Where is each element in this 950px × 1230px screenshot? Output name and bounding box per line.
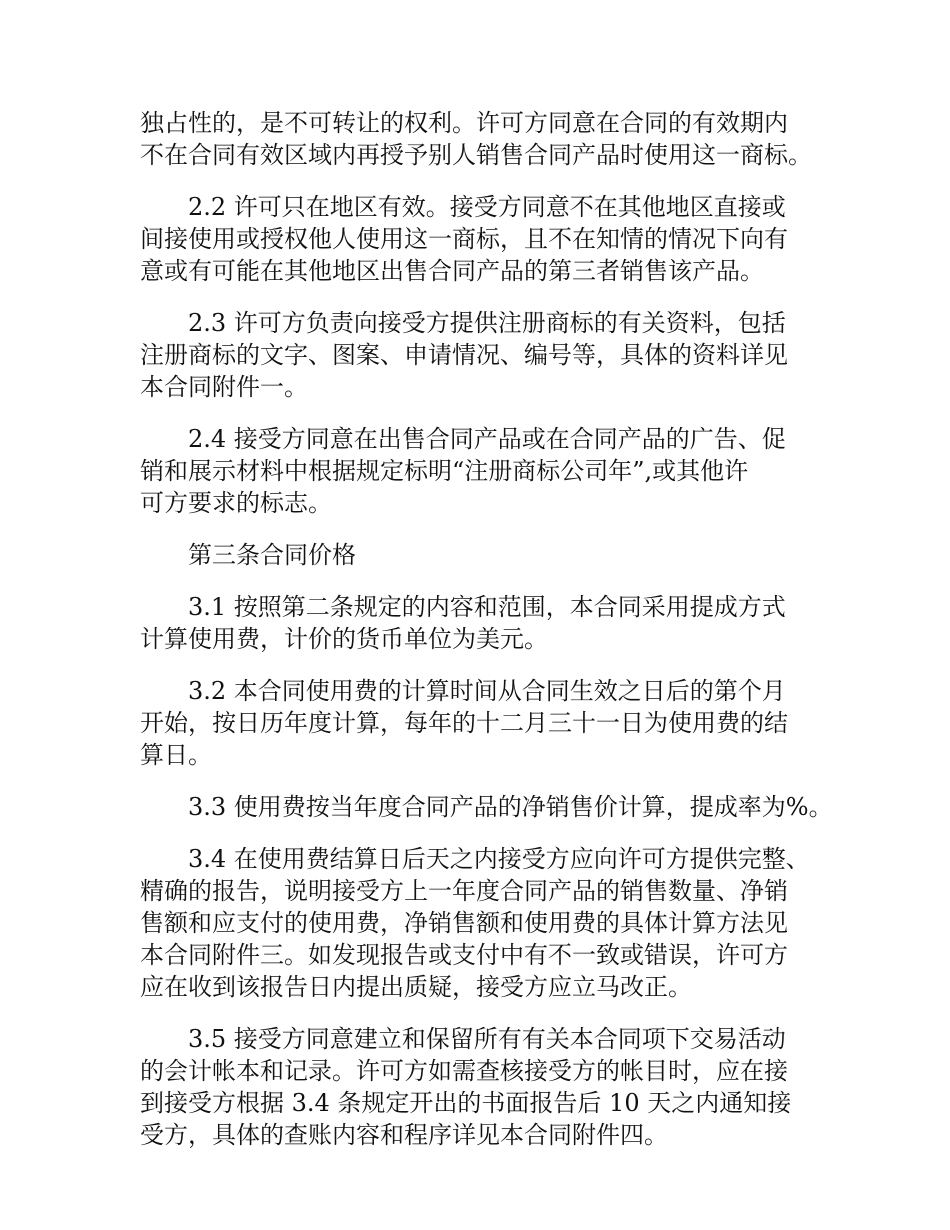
paragraph-line: 受方，具体的查账内容和程序详见本合同附件四。 [140, 1121, 668, 1149]
paragraph-line: 可方要求的标志。 [140, 489, 332, 517]
paragraph-clause-3-4 [140, 843, 840, 1003]
paragraph-line: 独占性的，是不可转让的权利。许可方同意在合同的有效期内 [140, 109, 788, 137]
section-heading-text: 第三条合同价格 [188, 541, 356, 569]
paragraph-exclusive-rights [140, 107, 840, 171]
paragraph-line: 应在收到该报告日内提出质疑，接受方应立马改正。 [140, 973, 692, 1001]
paragraph-clause-3-1 [140, 591, 840, 655]
section-heading-article-3 [140, 539, 840, 571]
paragraph-clause-2-4 [140, 423, 840, 519]
paragraph-clause-2-2 [140, 191, 840, 287]
paragraph-line: 3.2 本合同使用费的计算时间从合同生效之日后的第个月 [188, 677, 786, 705]
paragraph-line: 的会计帐本和记录。许可方如需查核接受方的帐目时，应在接 [140, 1057, 788, 1085]
document-body [140, 107, 840, 1171]
paragraph-line: 售额和应支付的使用费，净销售额和使用费的具体计算方法见 [140, 909, 788, 937]
paragraph-line: 3.1 按照第二条规定的内容和范围，本合同采用提成方式 [188, 593, 786, 621]
paragraph-line: 精确的报告，说明接受方上一年度合同产品的销售数量、净销 [140, 877, 788, 905]
paragraph-line: 本合同附件三。如发现报告或支付中有不一致或错误，许可方 [140, 941, 788, 969]
paragraph-clause-3-3 [140, 791, 840, 823]
paragraph-line: 3.4 在使用费结算日后天之内接受方应向许可方提供完整、 [188, 845, 810, 873]
paragraph-line: 3.5 接受方同意建立和保留所有有关本合同项下交易活动 [188, 1025, 786, 1053]
paragraph-line: 不在合同有效区域内再授予别人销售合同产品时使用这一商标。 [140, 141, 812, 169]
paragraph-line: 到接受方根据 3.4 条规定开出的书面报告后 10 天之内通知接 [140, 1089, 792, 1117]
paragraph-line: 2.3 许可方负责向接受方提供注册商标的有关资料，包括 [188, 309, 786, 337]
paragraph-line: 开始，按日历年度计算，每年的十二月三十一日为使用费的结 [140, 709, 788, 737]
paragraph-line: 间接使用或授权他人使用这一商标，且不在知情的情况下向有 [140, 225, 788, 253]
paragraph-line: 计算使用费，计价的货币单位为美元。 [140, 625, 548, 653]
paragraph-line: 注册商标的文字、图案、申请情况、编号等，具体的资料详见 [140, 341, 788, 369]
paragraph-line: 销和展示材料中根据规定标明“注册商标公司年”,或其他许 [140, 457, 749, 485]
paragraph-line: 算日。 [140, 741, 212, 769]
paragraph-line: 2.4 接受方同意在出售合同产品或在合同产品的广告、促 [188, 425, 786, 453]
paragraph-line: 3.3 使用费按当年度合同产品的净销售价计算，提成率为%。 [188, 793, 833, 821]
paragraph-clause-3-2 [140, 675, 840, 771]
paragraph-line: 意或有可能在其他地区出售合同产品的第三者销售该产品。 [140, 257, 764, 285]
paragraph-line: 本合同附件一。 [140, 373, 308, 401]
paragraph-clause-2-3 [140, 307, 840, 403]
paragraph-line: 2.2 许可只在地区有效。接受方同意不在其他地区直接或 [188, 193, 786, 221]
paragraph-clause-3-5 [140, 1023, 840, 1151]
